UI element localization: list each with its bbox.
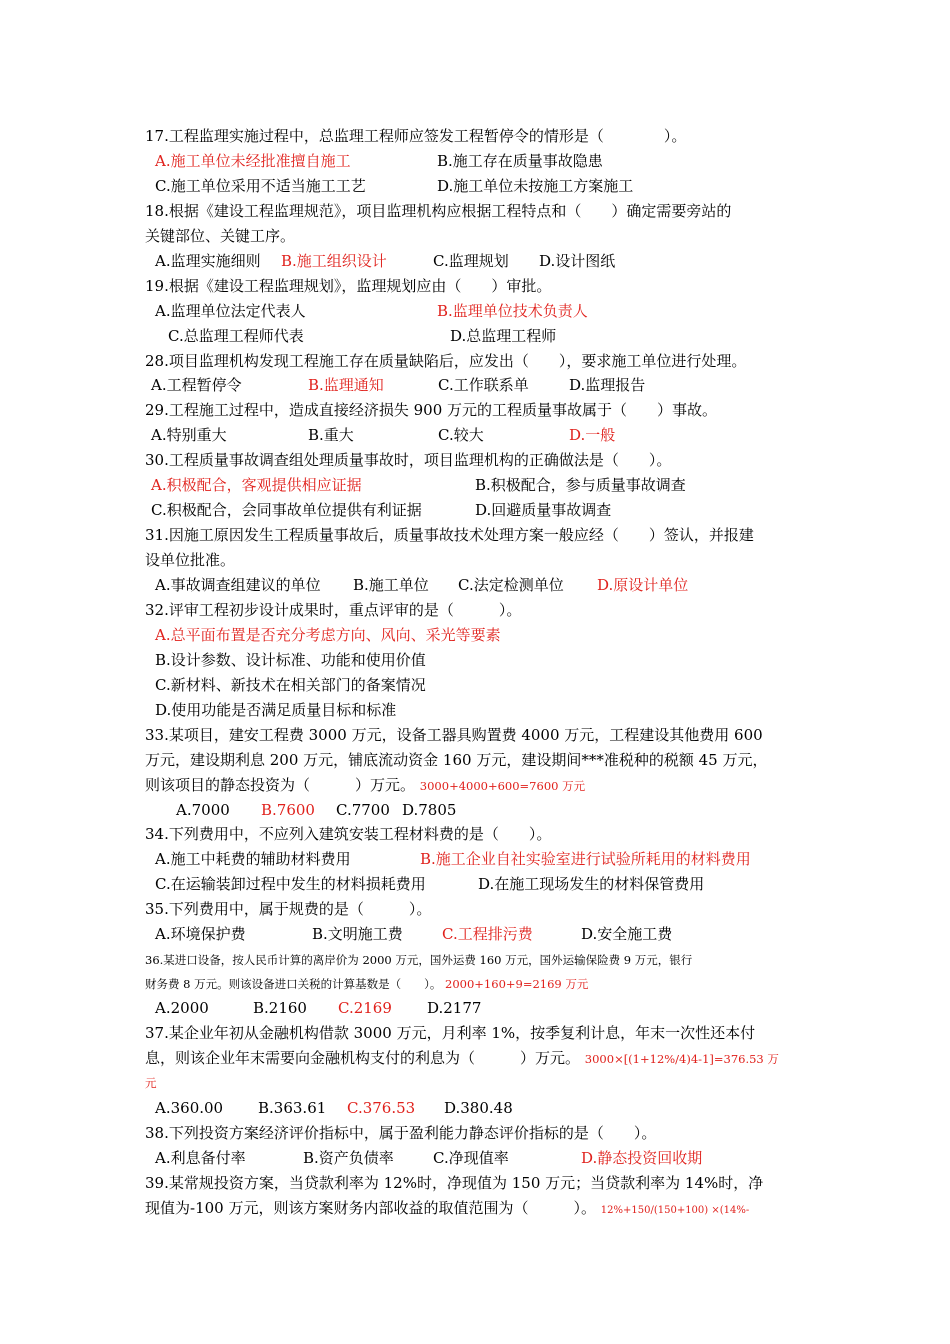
q17-options (0, 151, 950, 171)
q28-option-d: D.监理报告 (569, 376, 646, 394)
q19-options-2 (0, 326, 950, 346)
q18-options (0, 251, 950, 271)
q34-option-b: B.施工企业自社实验室进行试验所耗用的材料费用 (420, 850, 751, 868)
q29-option-b: B.重大 (308, 426, 354, 444)
q34-options (0, 849, 950, 869)
q33-option-c: C.7700 (336, 801, 390, 819)
q37-stem-line1: 37.某企业年初从金融机构借款 3000 万元，月利率 1%，按季复利计息，年末一次性还本付 (145, 1024, 756, 1042)
q32-option-a-row (0, 625, 950, 645)
q33-option-d: D.7805 (402, 801, 457, 819)
q39-answer-note: 12%+150/(150+100) ×(14%- (600, 1205, 750, 1216)
q33-answer-note: 3000+4000+600=7600 万元 (419, 779, 586, 793)
q19-stem: 19.根据《建设工程监理规划》，监理规划应由（ ）审批。 (145, 277, 552, 295)
q37-answer-note-cont: 元 (145, 1076, 157, 1090)
q37-stem-text: 息，则该企业年末需要向金融机构支付的利息为（ ）万元。 (145, 1049, 581, 1067)
q39-stem-line1: 39.某常规投资方案，当贷款利率为 12%时，净现值为 150 万元；当贷款利率为 14%时，净 (145, 1174, 764, 1192)
q29-stem: 29.工程施工过程中，造成直接经济损失 900 万元的工程质量事故属于（ ）事故。 (145, 401, 718, 419)
q28-option-c: C.工作联系单 (438, 376, 529, 394)
q31-option-b: B.施工单位 (353, 576, 429, 594)
q35-options (0, 924, 950, 944)
q31-option-a: A.事故调查组建议的单位 (155, 576, 321, 594)
q37-options (0, 1098, 950, 1118)
q18-stem-line1: 18.根据《建设工程监理规范》，项目监理机构应根据工程特点和（ ）确定需要旁站的 (145, 202, 732, 220)
q29-option-d: D.一般 (569, 426, 616, 444)
q34-options-2 (0, 874, 950, 894)
q36-stem-line2 (145, 974, 588, 994)
q32-option-c-row (0, 675, 950, 695)
q31-options (0, 575, 950, 595)
q17-options-2 (0, 176, 950, 196)
q38-option-b: B.资产负债率 (303, 1149, 394, 1167)
q39-stem-line2 (145, 1198, 749, 1221)
q17-stem: 17.工程监理实施过程中，总监理工程师应签发工程暂停令的情形是（ ）。 (145, 127, 687, 145)
q34-option-a: A.施工中耗费的辅助材料费用 (155, 850, 351, 868)
q18-option-a: A.监理实施细则 (155, 252, 261, 270)
q30-options (0, 475, 950, 495)
q18-option-d: D.设计图纸 (539, 252, 616, 270)
q28-option-a: A.工程暂停令 (151, 376, 242, 394)
q33-stem-line3 (145, 775, 585, 796)
q33-stem-line1: 33.某项目，建安工程费 3000 万元，设备工器具购置费 4000 万元，工程建设其他费用 600 (145, 726, 763, 744)
q28-options (0, 375, 950, 395)
q33-option-b: B.7600 (261, 801, 315, 819)
q19-option-b: B.监理单位技术负责人 (437, 302, 588, 320)
q17-option-c: C.施工单位采用不适当施工工艺 (155, 177, 366, 195)
q37-stem-line2 (145, 1048, 779, 1069)
q18-stem-line2: 关键部位、关键工序。 (145, 227, 296, 245)
q39-stem-text: 现值为-100 万元，则该方案财务内部收益的取值范围为（ ）。 (145, 1199, 596, 1217)
q18-option-b: B.施工组织设计 (281, 252, 387, 270)
q32-option-b-row (0, 650, 950, 670)
q36-stem-line1: 36.某进口设备，按人民币计算的离岸价为 2000 万元，国外运费 160 万元，国外运输保险费 9 万元，银行 (145, 953, 693, 967)
q35-option-a: A.环境保护费 (155, 925, 246, 943)
q38-options (0, 1148, 950, 1168)
q32-option-d: D.使用功能是否满足质量目标和标准 (155, 701, 397, 719)
q29-option-a: A.特别重大 (151, 426, 227, 444)
q34-option-d: D.在施工现场发生的材料保管费用 (478, 875, 705, 893)
q35-option-b: B.文明施工费 (312, 925, 403, 943)
q37-answer-note: 3000×[(1+12%/4)4-1]=376.53 万 (584, 1052, 779, 1066)
q38-option-c: C.净现值率 (433, 1149, 509, 1167)
q34-option-c: C.在运输装卸过程中发生的材料损耗费用 (155, 875, 426, 893)
q38-stem: 38.下列投资方案经济评价指标中，属于盈利能力静态评价指标的是（ ）。 (145, 1124, 657, 1142)
q30-options-2 (0, 500, 950, 520)
q32-option-b: B.设计参数、设计标准、功能和使用价值 (155, 651, 426, 669)
q29-option-c: C.较大 (438, 426, 484, 444)
q33-option-a: A.7000 (176, 801, 230, 819)
q17-option-d: D.施工单位未按施工方案施工 (437, 177, 634, 195)
q32-stem: 32.评审工程初步设计成果时，重点评审的是（ ）。 (145, 601, 522, 619)
q19-options (0, 301, 950, 321)
q35-option-d: D.安全施工费 (581, 925, 673, 943)
q29-options (0, 425, 950, 445)
q35-option-c: C.工程排污费 (442, 925, 533, 943)
q30-option-b: B.积极配合，参与质量事故调查 (475, 476, 686, 494)
q36-answer-note: 2000+160+9=2169 万元 (445, 977, 589, 991)
q19-option-a: A.监理单位法定代表人 (155, 302, 306, 320)
q36-option-b: B.2160 (253, 999, 307, 1017)
q30-option-d: D.回避质量事故调查 (475, 501, 612, 519)
q28-stem: 28.项目监理机构发现工程施工存在质量缺陷后，应发出（ ），要求施工单位进行处理。 (145, 352, 747, 370)
q18-option-c: C.监理规划 (433, 252, 509, 270)
q28-option-b: B.监理通知 (308, 376, 384, 394)
q32-option-c: C.新材料、新技术在相关部门的备案情况 (155, 676, 426, 694)
q17-option-a: A.施工单位未经批准擅自施工 (155, 152, 351, 170)
q37-option-c: C.376.53 (347, 1099, 416, 1117)
q33-stem-line2: 万元，建设期利息 200 万元，铺底流动资金 160 万元，建设期间***准税种的税额 45 万元， (145, 751, 768, 769)
q36-option-d: D.2177 (427, 999, 482, 1017)
q31-stem-line1: 31.因施工原因发生工程质量事故后，质量事故技术处理方案一般应经（ ）签认，并报建 (145, 526, 754, 544)
q36-option-a: A.2000 (155, 999, 209, 1017)
q30-stem: 30.工程质量事故调查组处理质量事故时，项目监理机构的正确做法是（ ）。 (145, 451, 672, 469)
q19-option-d: D.总监理工程师 (450, 327, 557, 345)
q35-stem: 35.下列费用中，属于规费的是（ ）。 (145, 900, 432, 918)
q37-option-b: B.363.61 (258, 1099, 327, 1117)
q31-stem-line2: 设单位批准。 (145, 551, 236, 569)
q31-option-c: C.法定检测单位 (458, 576, 564, 594)
q34-stem: 34.下列费用中，不应列入建筑安装工程材料费的是（ ）。 (145, 825, 552, 843)
q31-option-d: D.原设计单位 (597, 576, 689, 594)
q36-options (0, 998, 950, 1018)
q38-option-d: D.静态投资回收期 (581, 1149, 703, 1167)
q33-stem-text: 则该项目的静态投资为（ ）万元。 (145, 776, 416, 794)
q38-option-a: A.利息备付率 (155, 1149, 246, 1167)
q32-option-a: A.总平面布置是否充分考虑方向、风向、采光等要素 (155, 626, 501, 644)
q36-stem-text: 财务费 8 万元。则该设备进口关税的计算基数是（ ）。 (145, 977, 442, 991)
q37-option-a: A.360.00 (155, 1099, 224, 1117)
q36-option-c: C.2169 (338, 999, 392, 1017)
q30-option-a: A.积极配合，客观提供相应证据 (151, 476, 362, 494)
q32-option-d-row (0, 700, 950, 720)
q33-options (0, 800, 950, 820)
q19-option-c: C.总监理工程师代表 (168, 327, 304, 345)
q37-option-d: D.380.48 (444, 1099, 513, 1117)
q30-option-c: C.积极配合，会同事故单位提供有利证据 (151, 501, 422, 519)
q17-option-b: B.施工存在质量事故隐患 (437, 152, 603, 170)
